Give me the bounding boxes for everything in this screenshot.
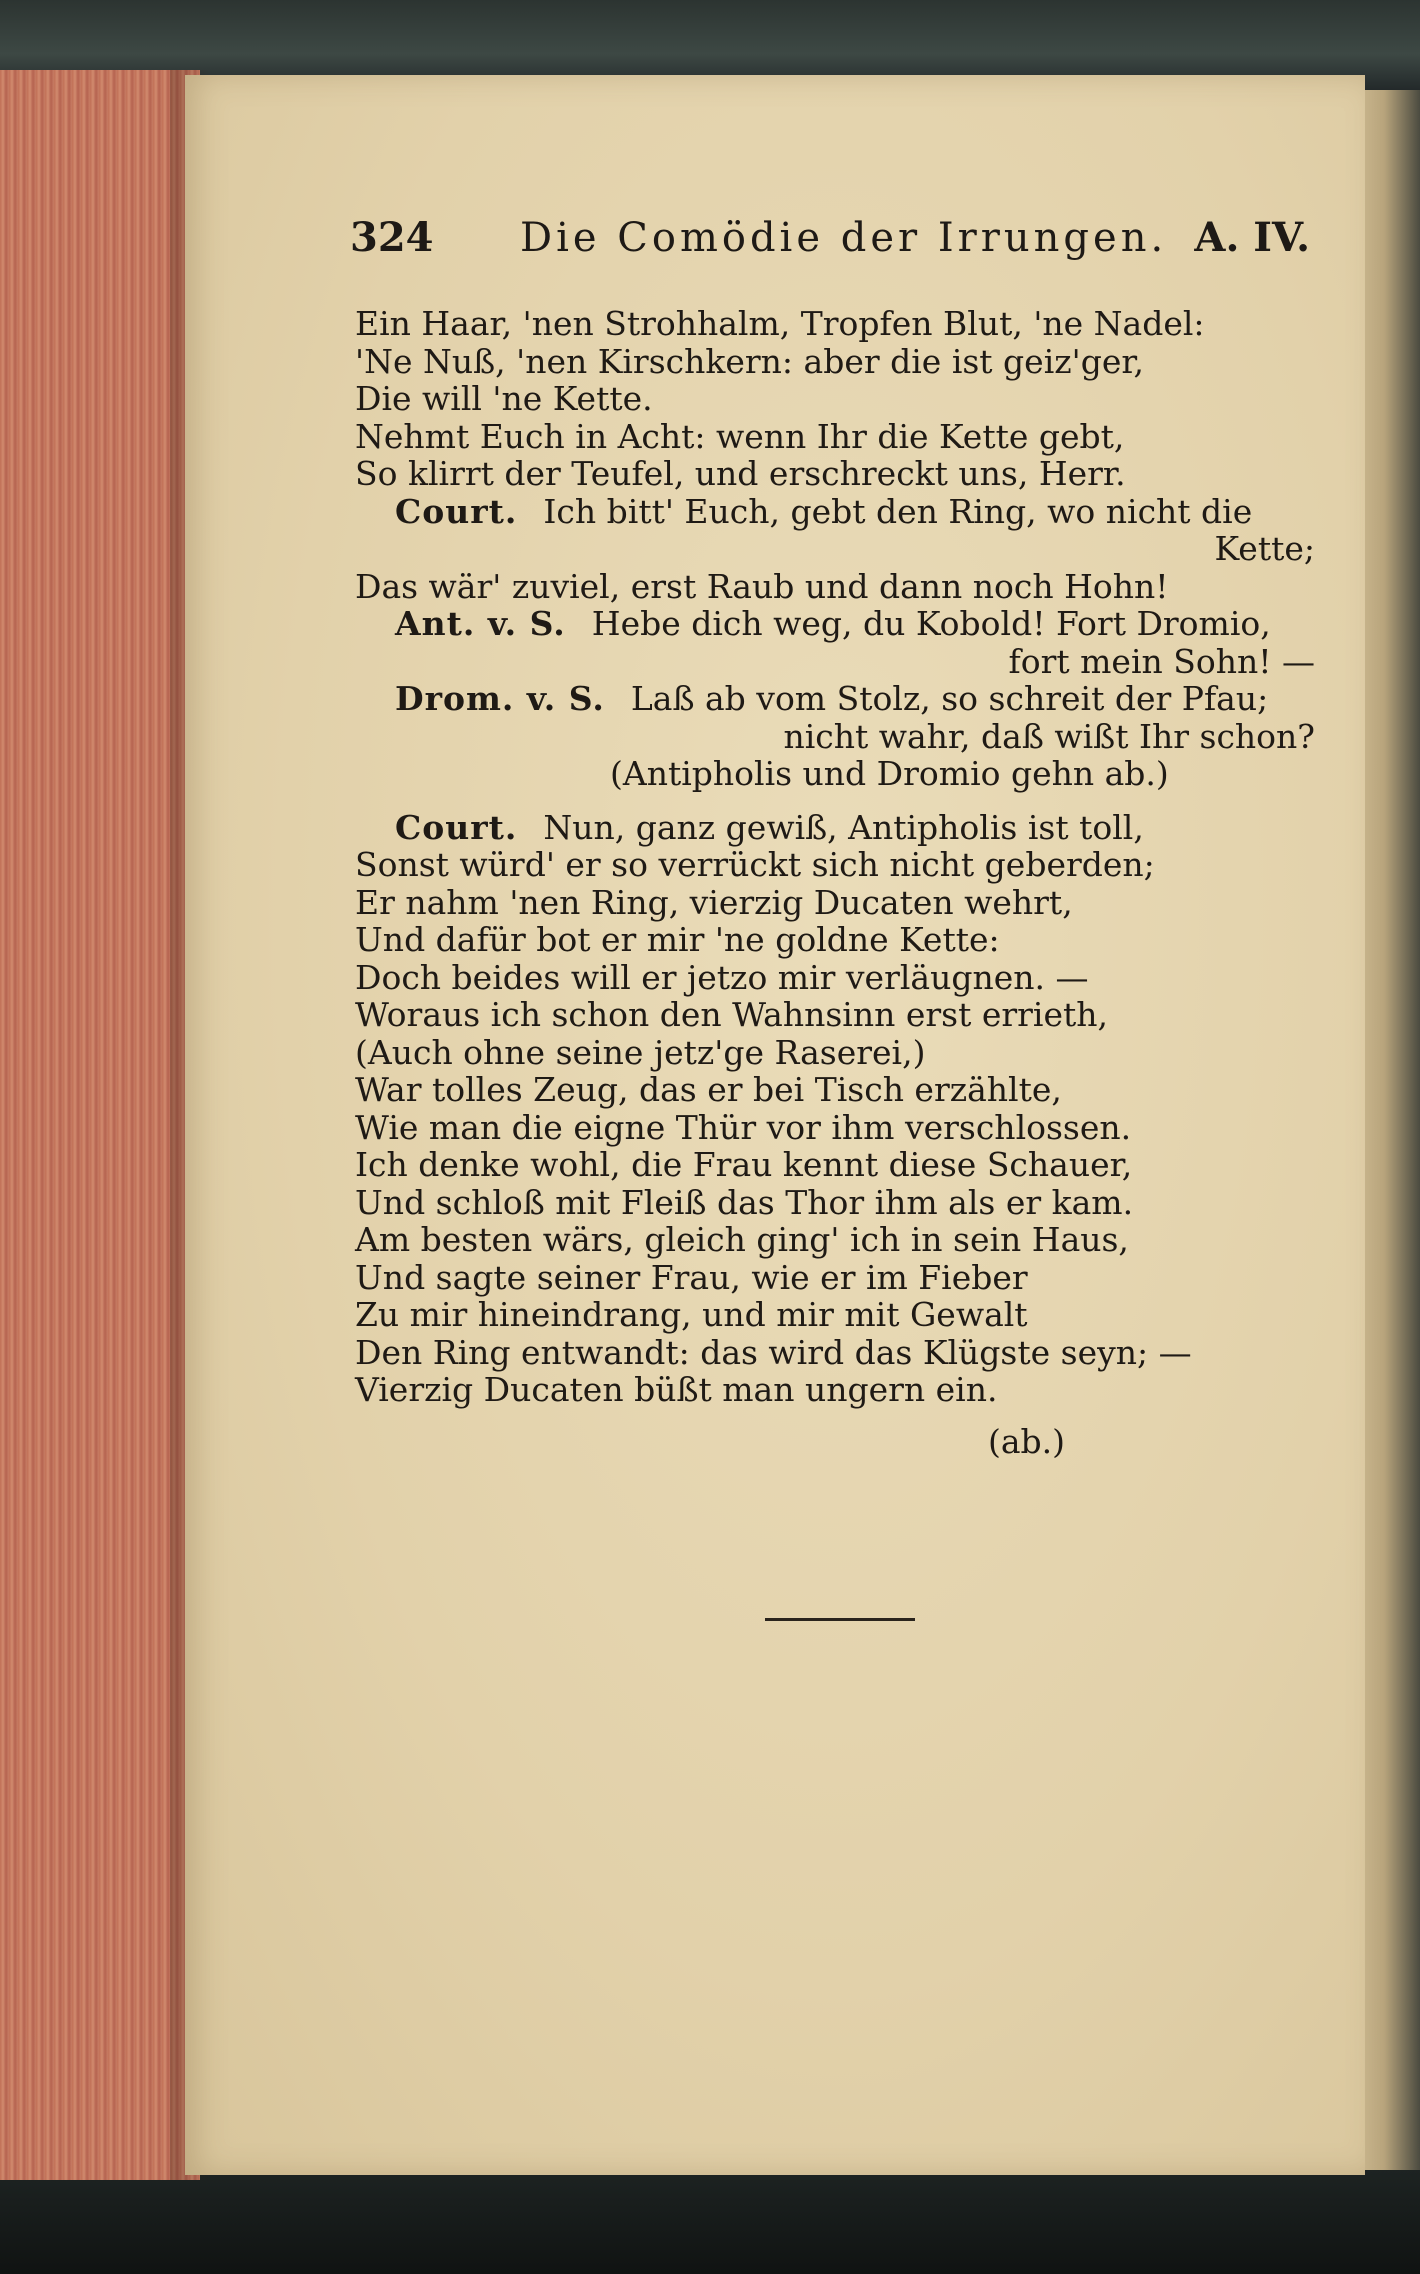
verse-line: Ich denke wohl, die Frau kennt diese Schauer, <box>355 1145 1133 1184</box>
verse-line: Er nahm 'nen Ring, vierzig Ducaten wehrt, <box>355 882 1073 922</box>
verse-line: Und sagte seiner Frau, wie er im Fieber <box>355 1257 1028 1297</box>
text-line: Ein Haar, 'nen Strohhalm, Tropfen Blut, 'ne Nadel: <box>355 304 1205 343</box>
section-divider <box>765 1618 915 1621</box>
speaker-name: Court. <box>395 807 518 847</box>
text-line: Das wär' zuviel, erst Raub und dann noch Hohn! <box>355 566 1169 606</box>
verse-line: Doch beides will er jetzo mir verläugnen. — <box>355 957 1089 997</box>
verse-line: Und dafür bot er mir 'ne goldne Kette: <box>355 920 1000 959</box>
text-line: Nehmt Euch in Acht: wenn Ihr die Kette gebt, <box>355 416 1125 456</box>
stage-direction: (Antipholis und Dromio gehn ab.) <box>610 754 1169 793</box>
speech-line: Drom. v. S. Laß ab vom Stolz, so schreit der Pfau; <box>395 679 1269 718</box>
page-edges-right <box>1360 90 1420 2170</box>
verse-line: Wie man die eigne Thür vor ihm verschlossen. <box>355 1107 1132 1147</box>
text-line: So klirrt der Teufel, und erschreckt uns, Herr. <box>355 454 1126 493</box>
speaker-name: Drom. v. S. <box>395 679 605 718</box>
text-line-continued: fort mein Sohn! — <box>1008 641 1315 681</box>
verse-line: Sonst würd' er so verrückt sich nicht geberden; <box>355 845 1155 884</box>
verse-line: Am besten wärs, gleich ging' ich in sein Haus, <box>355 1220 1129 1259</box>
verse-line: Den Ring entwandt: das wird das Klügste seyn; — <box>355 1332 1192 1372</box>
speaker-name: Ant. v. S. <box>395 604 566 643</box>
text-line-continued: Kette; <box>1214 529 1315 568</box>
book-cover-bottom <box>0 2170 1420 2274</box>
verse-line: Vierzig Ducaten büßt man ungern ein. <box>355 1370 998 1409</box>
verse-line: Woraus ich schon den Wahnsinn erst errieth, <box>355 995 1109 1034</box>
verse-line: Zu mir hineindrang, und mir mit Gewalt <box>355 1295 1028 1334</box>
verse-line: Und schloß mit Fleiß das Thor ihm als er kam. <box>355 1182 1134 1222</box>
speech-line: Court. Nun, ganz gewiß, Antipholis ist toll, <box>395 807 1144 847</box>
verse-line: (Auch ohne seine jetz'ge Raserei,) <box>355 1032 926 1072</box>
verse-line: War tolles Zeug, das er bei Tisch erzählte, <box>355 1070 1062 1109</box>
text-line: 'Ne Nuß, 'nen Kirschkern: aber die ist geiz'ger, <box>355 341 1145 381</box>
page-header <box>350 210 1310 266</box>
page-text <box>355 305 1315 1460</box>
text-line: Die will 'ne Kette. <box>355 379 653 418</box>
page-number: 324 <box>350 214 434 261</box>
running-title: Die Comödie der Irrungen. <box>520 215 1168 261</box>
speaker-name: Court. <box>395 491 518 531</box>
act-label: A. IV. <box>1194 214 1310 261</box>
speech-line: Ant. v. S. Hebe dich weg, du Kobold! Fort Dromio, <box>395 604 1271 643</box>
exit-direction: (ab.) <box>987 1421 1065 1461</box>
speech-line: Court. Ich bitt' Euch, gebt den Ring, wo nicht die <box>395 491 1253 531</box>
text-line-continued: nicht wahr, daß wißt Ihr schon? <box>783 716 1315 756</box>
